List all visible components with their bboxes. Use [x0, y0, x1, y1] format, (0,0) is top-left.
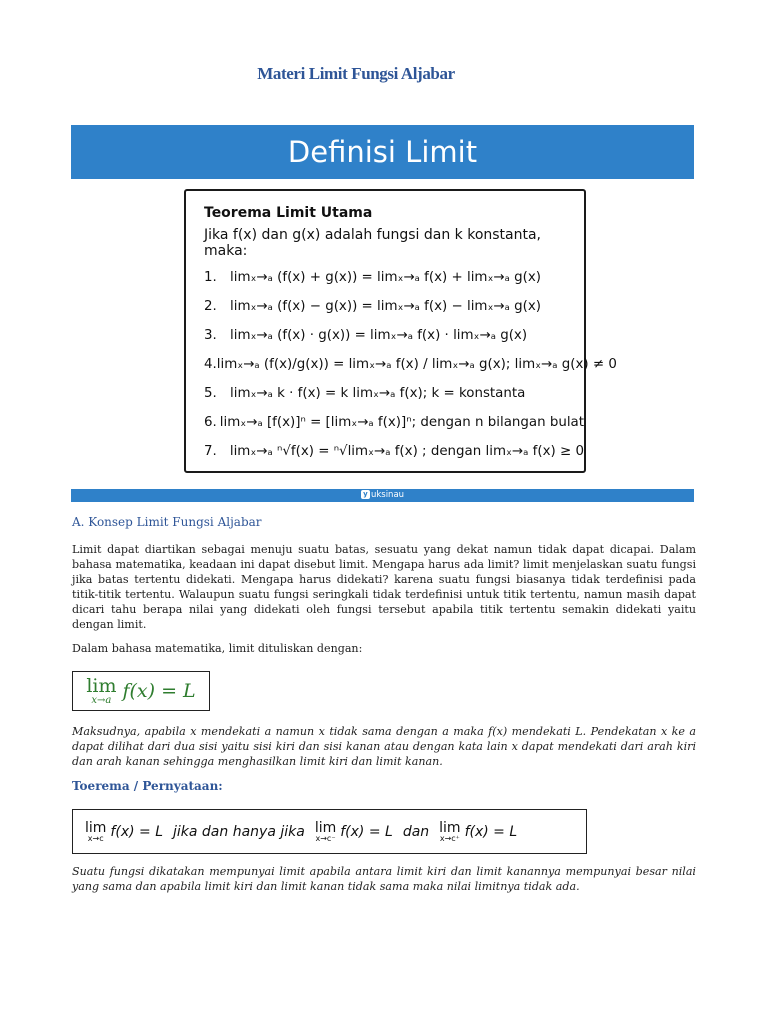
theorem-item: [204, 263, 584, 292]
theorem-label: Toerema / Pernyataan:: [72, 779, 223, 793]
limit-subscript: x→a: [91, 694, 112, 706]
left-limit-expression: f(x) = L: [340, 823, 393, 840]
brand-logo-icon: y: [361, 490, 370, 499]
theorem-item: [204, 292, 584, 321]
left-limit-operator: [315, 821, 336, 843]
theorem-item-number: 5.: [204, 386, 217, 401]
theorem-item-formula: limₓ→ₐ k · f(x) = k limₓ→ₐ f(x); k = konstanta: [230, 386, 526, 401]
limit-operator: [85, 821, 106, 843]
limit-expression: f(x) = L: [110, 823, 163, 840]
paragraph-explanation: Maksudnya, apabila x mendekati a namun x tidak sama dengan a maka f(x) mendekati L. Pendekatan x ke a dapat dilihat dari dua sisi yaitu sisi kiri dan sisi kanan atau dengan kata lain x dapat mendekati dari arah kiri dan arah kanan sehingga menghasilkan limit kiri dan limit kanan.: [72, 725, 696, 768]
paragraph-conclusion: Suatu fungsi dikatakan mempunyai limit apabila antara limit kiri dan limit kanannya mempunyai besar nilai yang sama dan apabila limit kiri dan limit kanan tidak sama maka nilai limitnya tidak ada.: [72, 865, 696, 893]
banner-content-area: [71, 179, 694, 489]
limit-word: lim: [85, 819, 107, 836]
theorem-item-formula: limₓ→ₐ [f(x)]ⁿ = [limₓ→ₐ f(x)]ⁿ; dengan n bilangan bulat: [219, 415, 584, 430]
limit-word: lim: [439, 819, 461, 836]
limit-expression: f(x) = L: [122, 680, 196, 702]
section-heading: A. Konsep Limit Fungsi Aljabar: [72, 515, 262, 529]
theorem-item: [204, 350, 617, 379]
paragraph-intro: Limit dapat diartikan sebagai menuju suatu batas, sesuatu yang dekat namun tidak dapat dicapai. Dalam bahasa matematika, keadaan ini dapat disebut limit. Mengapa harus ada limit? limit menjelaskan suatu fungsi jika batas tertentu didekati. Mengapa harus didekati? karena suatu fungsi biasanya tidak terdefinisi pada titik-titik tertentu. Walaupun suatu fungsi seringkali tidak terdefinisi untuk titik tertentu, namun masih dapat dicari tahu berapa nilai yang didekati oleh fungsi tersebut apabila titik tertentu semakin didekati yaitu dengan limit.: [72, 543, 696, 631]
theorem-item-number: 2.: [204, 299, 217, 314]
limit-word: lim: [86, 674, 117, 697]
theorem-item: [204, 408, 584, 437]
brand-name: uksinau: [370, 490, 405, 500]
limit-formula-box: [72, 671, 210, 711]
theorem-item-formula: limₓ→ₐ (f(x) · g(x)) = limₓ→ₐ f(x) · limₓ→ₐ g(x): [230, 328, 528, 343]
theorem-box: [184, 189, 617, 473]
theorem-item-formula: limₓ→ₐ ⁿ√f(x) = ⁿ√limₓ→ₐ f(x) ; dengan limₓ→ₐ f(x) ≥ 0: [229, 444, 584, 459]
theorem-item-number: 4.: [204, 357, 217, 372]
connector-text: jika dan hanya jika: [173, 823, 305, 840]
limit-subscript: x→c⁺: [439, 833, 460, 843]
theorem-item-number: 1.: [204, 270, 217, 285]
theorem-item-number: 6.: [204, 415, 217, 430]
right-limit-expression: f(x) = L: [464, 823, 518, 840]
theorem-item-formula: limₓ→ₐ (f(x) + g(x)) = limₓ→ₐ f(x) + limₓ→ₐ g(x): [230, 270, 542, 285]
definition-banner-image: [71, 125, 694, 502]
theorem-formula-box: [72, 809, 587, 854]
limit-subscript: x→c⁻: [315, 833, 336, 843]
limit-subscript: x→c: [87, 833, 104, 843]
theorem-item: [204, 437, 584, 466]
banner-heading: Definisi Limit: [287, 135, 478, 169]
paragraph-notation: Dalam bahasa matematika, limit dituliskan dengan:: [72, 642, 363, 655]
limit-operator: [86, 674, 117, 706]
page-title: Materi Limit Fungsi Aljabar: [257, 64, 455, 83]
theorem-intro: Jika f(x) dan g(x) adalah fungsi dan k konstanta, maka:: [204, 227, 542, 259]
limit-word: lim: [314, 819, 337, 836]
right-limit-operator: [439, 821, 460, 843]
banner-footer: [71, 488, 694, 502]
theorem-title: Teorema Limit Utama: [204, 205, 373, 221]
connector-text: dan: [402, 823, 430, 840]
theorem-item-number: 3.: [204, 328, 217, 343]
theorem-list: [204, 263, 617, 466]
theorem-item: [204, 379, 584, 408]
theorem-item: [204, 321, 584, 350]
theorem-item-number: 7.: [204, 444, 217, 459]
theorem-item-formula: limₓ→ₐ (f(x) − g(x)) = limₓ→ₐ f(x) − limₓ→ₐ g(x): [230, 299, 542, 314]
theorem-item-formula: limₓ→ₐ (f(x)/g(x)) = limₓ→ₐ f(x) / limₓ→ₐ g(x); limₓ→ₐ g(x) ≠ 0: [216, 357, 617, 372]
